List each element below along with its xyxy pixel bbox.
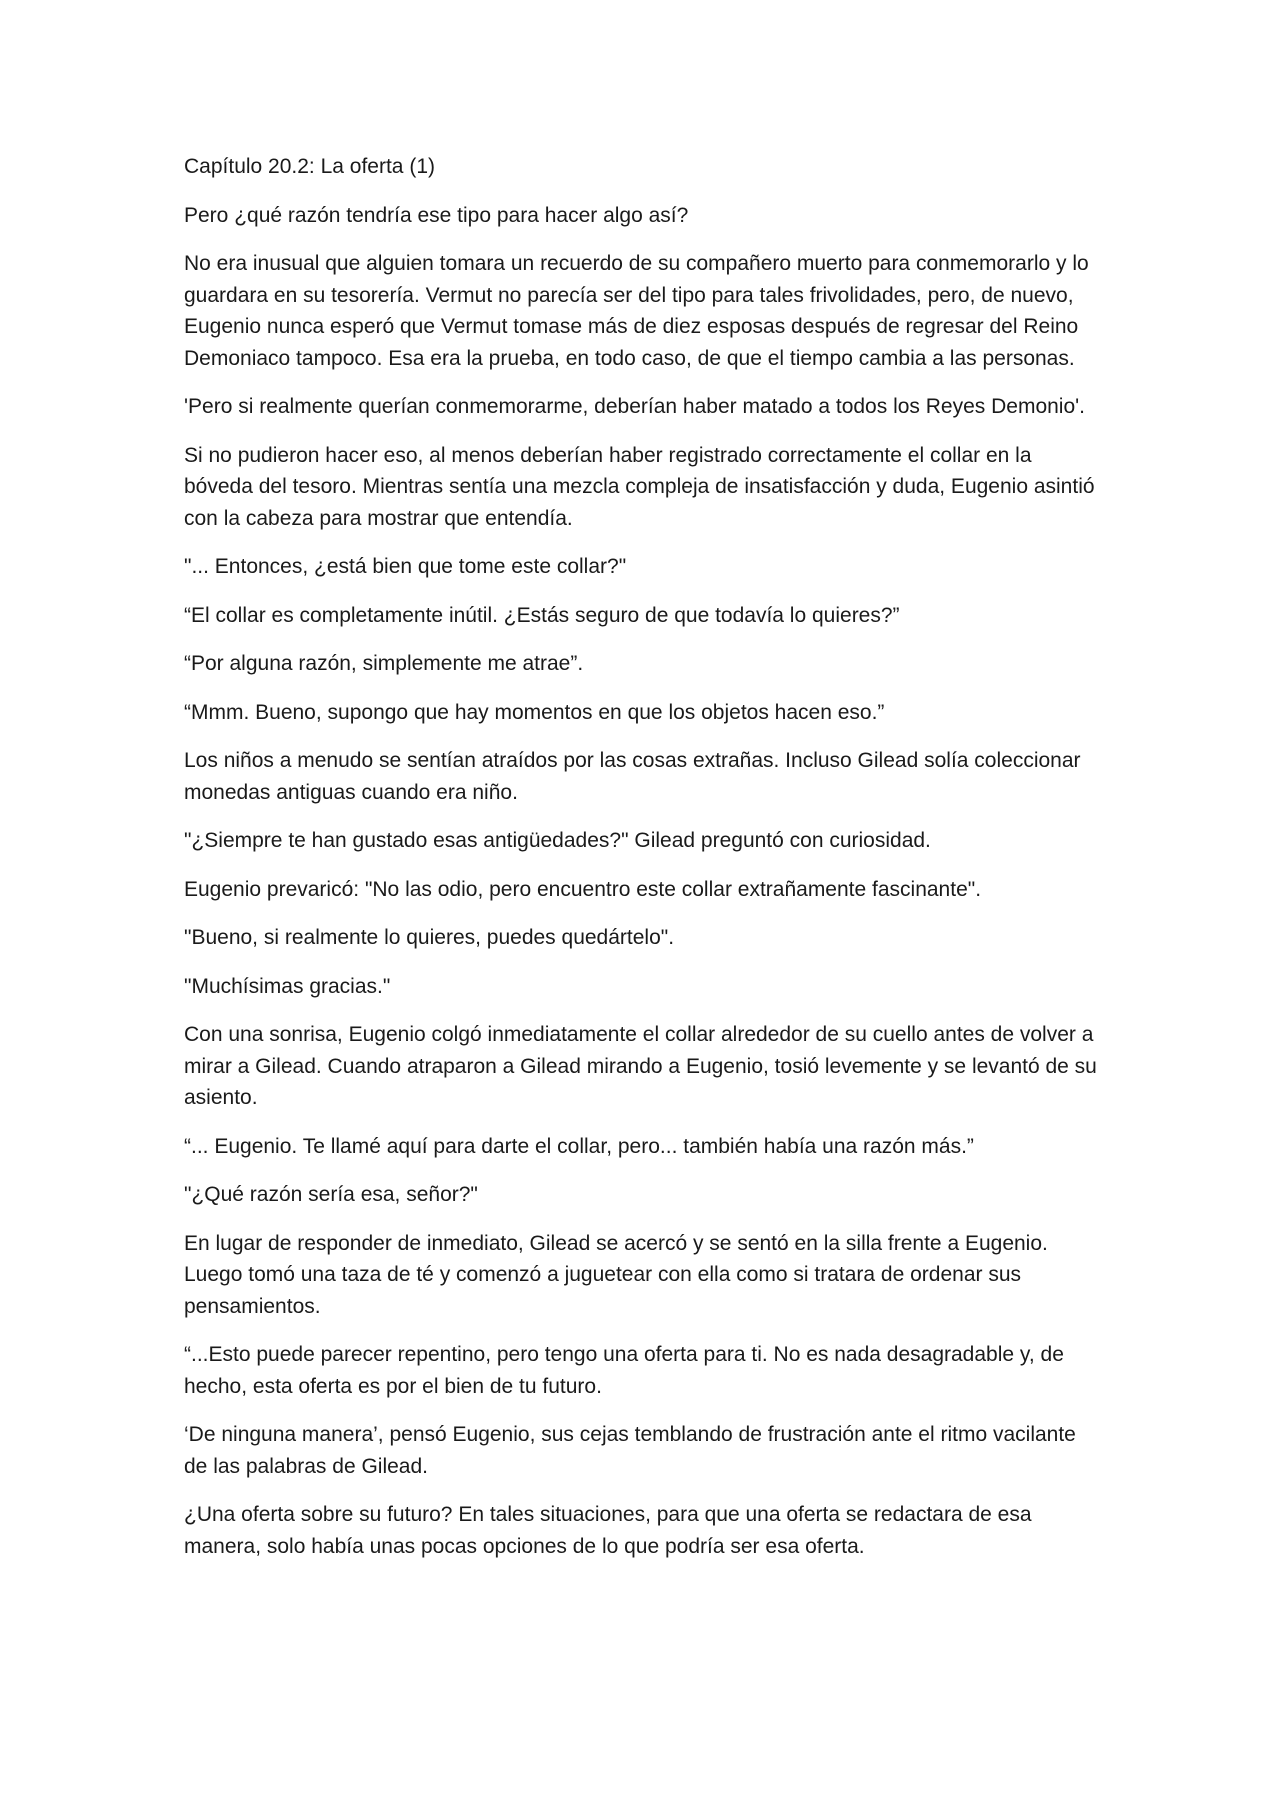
paragraph: En lugar de responder de inmediato, Gilead se acercó y se sentó en la silla frente a Eugenio. Luego tomó una taza de té y comenzó a juguetear con ella como si tratara de ordenar sus pensamientos. — [184, 1231, 1048, 1318]
paragraph: “El collar es completamente inútil. ¿Estás seguro de que todavía lo quieres?” — [184, 603, 900, 627]
paragraph: “Por alguna razón, simplemente me atrae”. — [184, 652, 584, 675]
paragraph: "... Entonces, ¿está bien que tome este collar?" — [184, 555, 627, 578]
document-body — [184, 151, 1104, 1579]
paragraph: Con una sonrisa, Eugenio colgó inmediatamente el collar alrededor de su cuello antes de volver a mirar a Gilead. Cuando atraparon a Gilead mirando a Eugenio, tosió levemente y se levantó de su asiento. — [184, 1023, 1097, 1109]
paragraph: Pero ¿qué razón tendría ese tipo para hacer algo así? — [184, 203, 689, 227]
paragraph: “... Eugenio. Te llamé aquí para darte el collar, pero... también había una razón más.” — [184, 1134, 974, 1158]
paragraph: ‘De ninguna manera’, pensó Eugenio, sus cejas temblando de frustración ante el ritmo vacilante de las palabras de Gilead. — [184, 1423, 1076, 1478]
paragraph: “Mmm. Bueno, supongo que hay momentos en que los objetos hacen eso.” — [184, 700, 885, 724]
paragraph: "¿Siempre te han gustado esas antigüedades?" Gilead preguntó con curiosidad. — [184, 829, 931, 852]
paragraph: 'Pero si realmente querían conmemorarme, deberían haber matado a todos los Reyes Demonio'. — [184, 395, 1085, 418]
paragraph: "Bueno, si realmente lo quieres, puedes quedártelo". — [184, 926, 675, 949]
paragraph: “...Esto puede parecer repentino, pero tengo una oferta para ti. No es nada desagradable y, de hecho, esta oferta es por el bien de tu futuro. — [184, 1343, 1064, 1398]
paragraph: "Muchísimas gracias." — [184, 974, 391, 998]
paragraph: Si no pudieron hacer eso, al menos deberían haber registrado correctamente el collar en la bóveda del tesoro. Mientras sentía una mezcla compleja de insatisfacción y duda, Eugenio asintió con la cabeza para mostrar que entendía. — [184, 443, 1095, 530]
paragraph: No era inusual que alguien tomara un recuerdo de su compañero muerto para conmemorarlo y lo guardara en su tesorería. Vermut no parecía ser del tipo para tales frivolidades, pero, de nuevo, Eugenio nunca esperó que Vermut tomase más de diez esposas después de regresar del Reino Demoniaco tampoco. Esa era la prueba, en todo caso, de que el tiempo cambia a las personas. — [184, 252, 1089, 370]
paragraph: Los niños a menudo se sentían atraídos por las cosas extrañas. Incluso Gilead solía coleccionar monedas antiguas cuando era niño. — [184, 749, 1081, 804]
paragraph: ¿Una oferta sobre su futuro? En tales situaciones, para que una oferta se redactara de esa manera, solo había unas pocas opciones de lo que podría ser esa oferta. — [184, 1503, 1032, 1558]
paragraph: Eugenio prevaricó: "No las odio, pero encuentro este collar extrañamente fascinante". — [184, 877, 982, 901]
chapter-title: Capítulo 20.2: La oferta (1) — [184, 155, 435, 178]
paragraph: "¿Qué razón sería esa, señor?" — [184, 1183, 478, 1206]
